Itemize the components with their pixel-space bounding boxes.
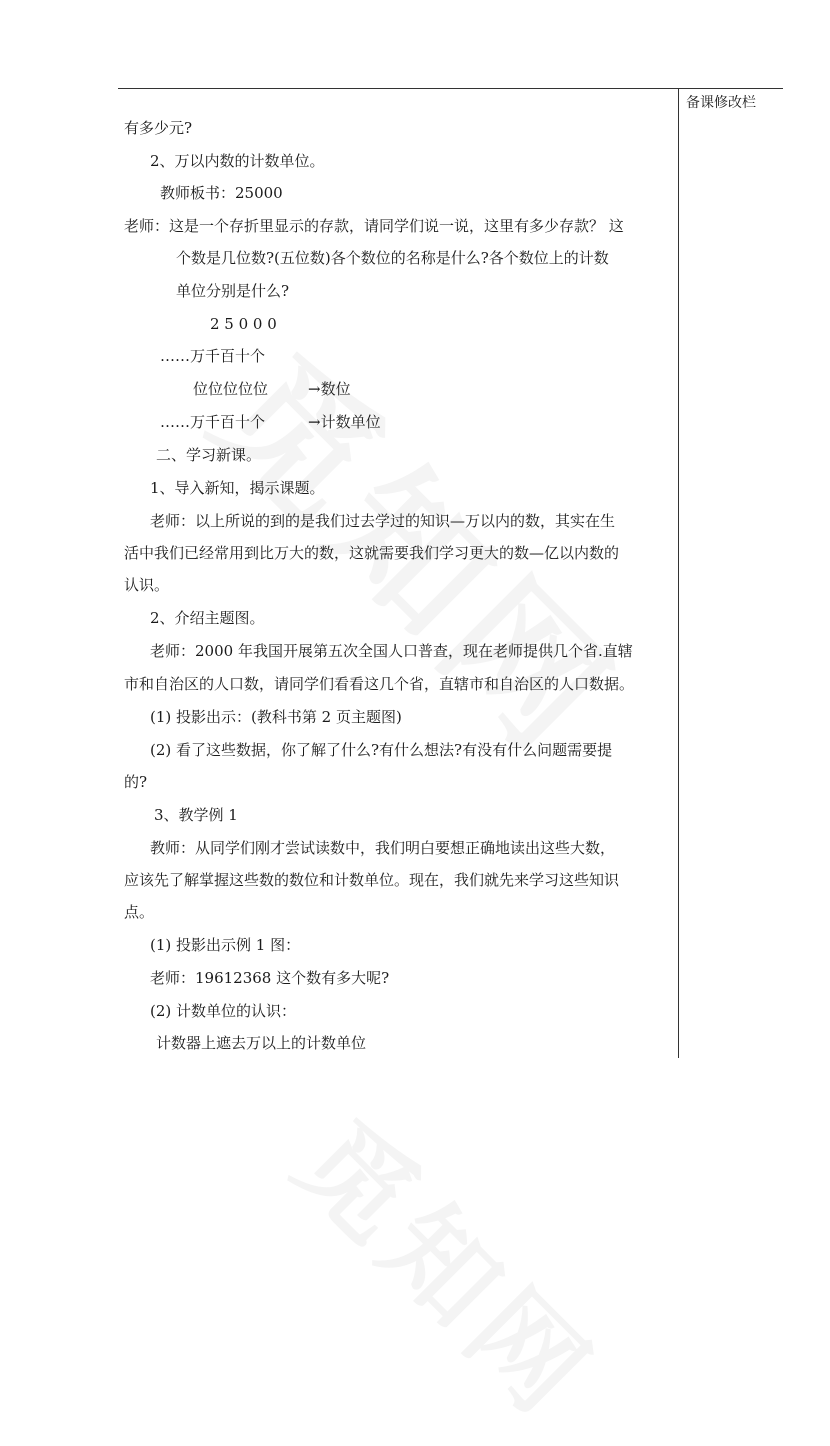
text-line: 单位分别是什么? [176, 282, 290, 300]
text-line: (2) 计数单位的认识： [150, 1002, 297, 1020]
text-line: 市和自治区的人口数，请同学们看看这几个省，直辖市和自治区的人口数据。 [124, 675, 635, 693]
text-line: 点。 [124, 903, 155, 921]
text-line: 个数是几位数?(五位数)各个数位的名称是什么?各个数位上的计数 [176, 249, 609, 267]
text-line: 的? [124, 773, 148, 791]
text-line: 老师：19612368 这个数有多大呢? [150, 969, 390, 987]
text-line: 认识。 [124, 576, 170, 594]
watermark [268, 1080, 634, 1446]
text-line: 3、教学例 1 [154, 806, 238, 824]
text-line: (1) 投影出示：(教科书第 2 页主题图) [150, 708, 402, 726]
text-line: ……万千百十个 [160, 413, 266, 431]
text-line: 位位位位位 [193, 380, 269, 398]
text-line: 老师：以上所说的到的是我们过去学过的知识—万以内的数，其实在生 [150, 512, 616, 530]
side-column-title: 备课修改栏 [686, 95, 756, 111]
text-line: 2、万以内数的计数单位。 [150, 152, 325, 170]
text-line: 教师：从同学们刚才尝试读数中，我们明白要想正确地读出这些大数， [150, 839, 616, 857]
text-line: 老师：这是一个存折里显示的存款，请同学们说一说，这里有多少存款？ 这 [124, 217, 624, 235]
text-line: 2 5 0 0 0 [210, 315, 277, 333]
text-line: 计数器上遮去万以上的计数单位 [156, 1034, 367, 1052]
text-line: 应该先了解掌握这些数的数位和计数单位。现在，我们就先来学习这些知识 [124, 871, 620, 889]
text-line: (1) 投影出示例 1 图： [150, 936, 301, 954]
table-column-divider [678, 88, 679, 1058]
text-line: (2) 看了这些数据，你了解了什么?有什么想法?有没有什么问题需要提 [150, 741, 613, 759]
text-line: →数位 [308, 380, 351, 398]
table-top-border [118, 88, 783, 89]
text-line: 活中我们已经常用到比万大的数，这就需要我们学习更大的数—亿以内数的 [124, 544, 620, 562]
text-line: 2、介绍主题图。 [150, 609, 265, 627]
text-line: 有多少元? [124, 119, 193, 137]
text-line: 老师：2000 年我国开展第五次全国人口普查，现在老师提供几个省.直辖 [150, 642, 633, 660]
text-line: 教师板书：25000 [160, 184, 283, 202]
text-line: →计数单位 [308, 413, 381, 431]
text-line: 二、学习新课。 [156, 446, 262, 464]
text-line: 1、导入新知，揭示课题。 [150, 479, 325, 497]
text-line: ……万千百十个 [160, 347, 266, 365]
